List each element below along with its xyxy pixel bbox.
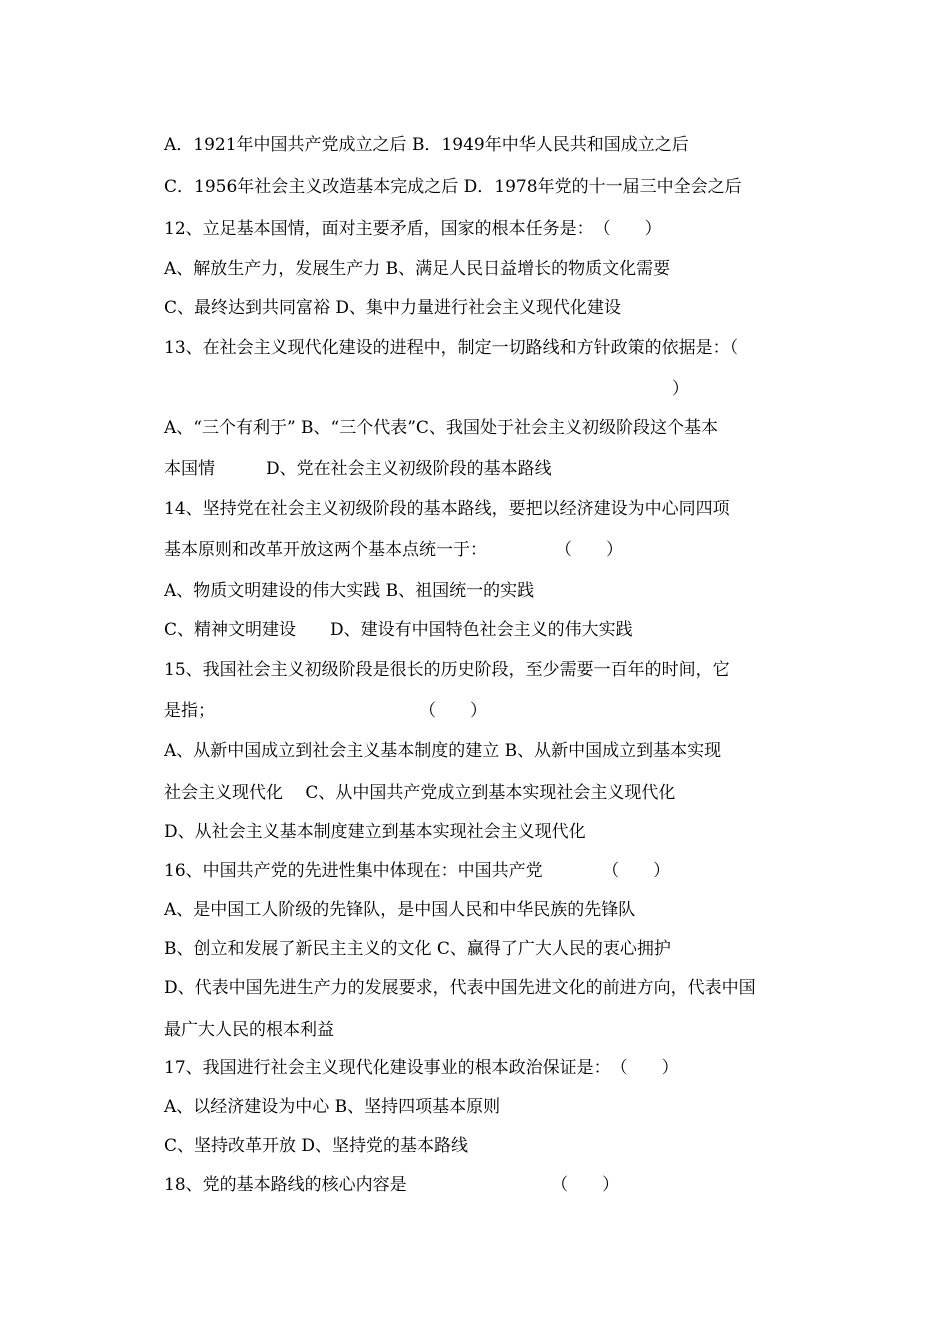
text-line-option-a-q16: A、是中国工人阶级的先锋队，是中国人民和中华民族的先锋队 [164,900,636,920]
text-line-options-a-b-q17: A、以经济建设为中心 B、坚持四项基本原则 [164,1097,501,1117]
text-line-question-18: 18、党的基本路线的核心内容是 （ ） [164,1175,620,1195]
text-line-options-c-d-q17: C、坚持改革开放 D、坚持党的基本路线 [164,1136,469,1156]
text-line-question-13: 13、在社会主义现代化建设的进程中，制定一切路线和方针政策的依据是：（ [164,338,739,358]
text-line-options-a-b-q15: A、从新中国成立到社会主义基本制度的建立 B、从新中国成立到基本实现 [164,741,722,761]
text-line-question-13-bracket: ） [672,379,689,399]
text-line-question-14: 14、坚持党在社会主义初级阶段的基本路线，要把以经济建设为中心同四项 [164,499,730,519]
text-line-question-15-cont: 是指； （ ） [164,701,487,721]
text-line-option-d-q16: D、代表中国先进生产力的发展要求，代表中国先进文化的前进方向，代表中国 [164,978,756,998]
text-line-options-a-b-q12: A、解放生产力，发展生产力 B、满足人民日益增长的物质文化需要 [164,259,671,279]
text-line-question-12: 12、立足基本国情，面对主要矛盾，国家的根本任务是： （ ） [164,219,662,239]
text-line-options-b-c-q16: B、创立和发展了新民主主义的文化 C、赢得了广大人民的衷心拥护 [164,939,671,959]
text-line-option-d-q16-cont: 最广大人民的根本利益 [164,1020,334,1040]
text-line-question-15: 15、我国社会主义初级阶段是很长的历史阶段，至少需要一百年的时间，它 [164,660,730,680]
text-line-option-d-q15: D、从社会主义基本制度建立到基本实现社会主义现代化 [164,822,586,842]
text-line-question-14-cont: 基本原则和改革开放这两个基本点统一于： （ ） [164,540,623,560]
text-line-options-a-c-q13: A、“三个有利于” B、“三个代表”C、我国处于社会主义初级阶段这个基本 [164,418,718,438]
text-line-options-a-b-q14: A、物质文明建设的伟大实践 B、祖国统一的实践 [164,581,535,601]
text-line-options-c-d-q14: C、精神文明建设 D、建设有中国特色社会主义的伟大实践 [164,620,633,640]
text-line-options-a-b-q11: A．1921年中国共产党成立之后 B．1949年中华人民共和国成立之后 [164,135,689,155]
text-line-question-17: 17、我国进行社会主义现代化建设事业的根本政治保证是： （ ） [164,1058,679,1078]
text-line-option-d-q13: 本国情 D、党在社会主义初级阶段的基本路线 [164,459,552,479]
text-line-question-16: 16、中国共产党的先进性集中体现在：中国共产党 （ ） [164,861,671,881]
text-line-options-c-d-q12: C、最终达到共同富裕 D、集中力量进行社会主义现代化建设 [164,298,622,318]
text-line-option-c-q15: 社会主义现代化 C、从中国共产党成立到基本实现社会主义现代化 [164,783,676,803]
text-line-options-c-d-q11: C．1956年社会主义改造基本完成之后 D．1978年党的十一届三中全会之后 [164,177,742,197]
